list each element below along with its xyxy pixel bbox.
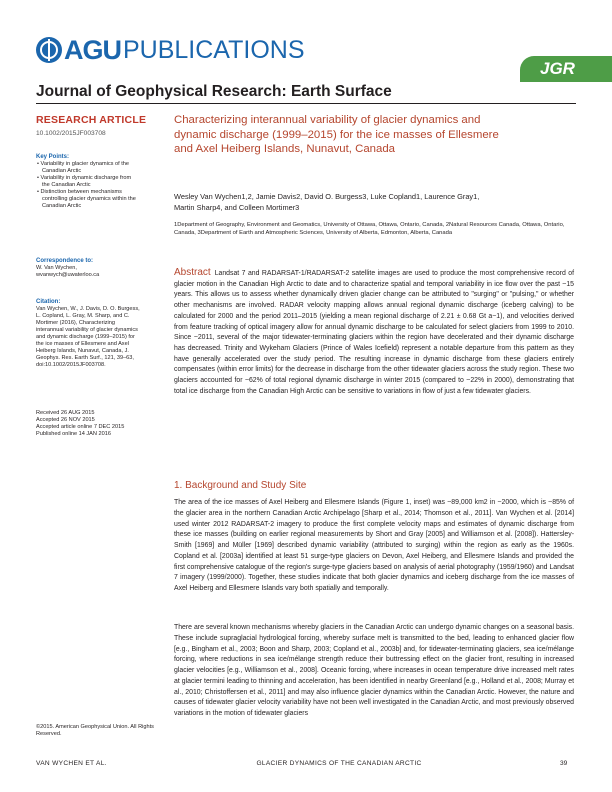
dates-block xyxy=(36,410,146,438)
section-heading: 1. Background and Study Site xyxy=(174,480,307,491)
correspondence-name: W. Van Wychen, xyxy=(36,265,77,271)
copyright: ©2015. American Geophysical Union. All Rights Reserved. xyxy=(36,724,154,737)
date-published: Published online 14 JAN 2016 xyxy=(36,431,111,437)
key-points-list xyxy=(36,161,136,210)
key-point: • Variability in dynamic discharge from the Canadian Arctic xyxy=(37,175,132,188)
doi: 10.1002/2015JF003708 xyxy=(36,130,106,137)
authors xyxy=(174,192,574,213)
header-divider xyxy=(36,103,576,104)
key-point: • Variability in glacier dynamics of the Canadian Arctic xyxy=(37,161,130,174)
correspondence-block xyxy=(36,258,136,279)
citation-text: Van Wychen, W., J. Davis, D. O. Burgess, L. Copland, L. Gray, M. Sharp, and C. Mortimer (2016), Characterizing interannual variability of glacier dynamics and dynamic discharge (1999–2015) for the ice masses of Ellesmere and Axel Heiberg Islands, Nunavut, Canada, J. Geophys. Res. Earth Surf., 121, 39–63, doi:10.1002/2015JF003708. xyxy=(36,306,140,368)
body-paragraph: There are several known mechanisms whereby glaciers in the Canadian Arctic can undergo dynamic changes on a seasonal basis. These include supraglacial hydrological forcing, whereby surface melt is transmitted to the bed, leading to enhanced glacier flow [e.g., Bingham et al., 2003; Boon and Sharp, 2003; Copland et al., 2003b] and, for tidewater-terminating glaciers, sea ice/mélange forcing, where reductions in sea ice/mélange strength reduce their buttressing effect on the glacier front, resulting in increased glacier velocities [e.g., Williamson et al., 2008]. Oceanic forcing, where increases in ocean temperature drive increased melt rates at glacier termini leading to thinning and acceleration, has been identified in nearby Greenland [e.g., Holland et al., 2008; Murray et al., 2010; Christoffersen et al., 2011] and may also influence glacier dynamics within the Canadian Arctic. However, the nature and causes of tidewater glacier velocity variability have not been well investigated in the Canadian Arctic, and most previously observed variations in the motion of tidewater glaciers xyxy=(174,624,574,717)
logo-agu-text: AGU xyxy=(64,34,121,65)
jgr-badge xyxy=(520,56,612,82)
jgr-badge-text: JGR xyxy=(540,59,575,78)
affiliations: 1Department of Geography, Environment and Geomatics, University of Ottawa, Ottawa, Ontario, Canada, 2Natural Resources Canada, Ottawa, Ontario, Canada, 3Department of Earth and Atmospheric Sciences, University of Alberta, Edmonton, Alberta, Canada xyxy=(174,222,565,236)
footer-authors: VAN WYCHEN ET AL. xyxy=(36,760,107,767)
abstract xyxy=(174,268,574,397)
key-point: • Distinction between mechanisms controlling glacier dynamics within the Canadian Arctic xyxy=(37,189,136,209)
abstract-label: Abstract xyxy=(174,267,211,278)
date-received: Received 26 AUG 2015 xyxy=(36,410,95,416)
abstract-text: Landsat 7 and RADARSAT-1/RADARSAT-2 satellite images are used to produce the most comprehensive record of glacier motion in the Canadian High Arctic to date and to characterize spatial and temporal variability in ice flow over the past ~15 years. This allows us to assess whether dynamically driven glacier change can be attributed to "surging" or "pulsing," or whether other mechanisms are involved. RADAR velocity mapping allows annual regional dynamic discharge (iceberg calving) to be calculated for 2000 and the period 2011–2015 (yielding a mean regional discharge of 2.21 ± 0.68 Gt a−1), and velocities derived from feature tracking of optical imagery allow for annual dynamic discharge to be calculated for select glaciers from 1999 to 2010. Since ~2011, several of the major tidewater-terminating glaciers within the region have decelerated and their dynamic discharge has decreased. Trinity and Wykeham Glaciers (Prince of Wales Icefield) represent a notable departure from this pattern as they have generally accelerated over the study period. The resulting increase in dynamic discharge from these glaciers entirely compensates (within error limits) for the decrease in discharge from the other tidewater glaciers across the study region. These two glaciers accounted for ~62% of total regional dynamic discharge in winter 2015 (compared to ~22% in 2000), demonstrating that total ice discharge from the Canadian High Arctic can be sensitive to variations in flow of just a few tidewater glaciers. xyxy=(174,270,574,395)
authors-line: Wesley Van Wychen1,2, Jamie Davis2, David O. Burgess3, Luke Copland1, Laurence Gray1, xyxy=(174,192,480,201)
correspondence-email[interactable]: wvanwych@uwaterloo.ca xyxy=(36,272,100,278)
citation-heading: Citation: xyxy=(36,299,61,305)
article-title: Characterizing interannual variability of glacier dynamics and dynamic discharge (1999–2015) for the ice masses of Ellesmere and Axel Heiberg Islands, Nunavut, Canada xyxy=(174,114,499,155)
date-online: Accepted article online 7 DEC 2015 xyxy=(36,424,125,430)
logo-publications-text: PUBLICATIONS xyxy=(123,35,305,64)
key-points-block xyxy=(36,154,136,210)
article-type: RESEARCH ARTICLE xyxy=(36,114,147,126)
page-number: 39 xyxy=(560,760,568,767)
journal-title: Journal of Geophysical Research: Earth Surface xyxy=(36,83,392,100)
key-points-heading: Key Points: xyxy=(36,154,70,160)
footer-running-title: GLACIER DYNAMICS OF THE CANADIAN ARCTIC xyxy=(256,760,422,767)
body-paragraph: The area of the ice masses of Axel Heiberg and Ellesmere Islands (Figure 1, inset) was ~89,000 km2 in ~2000, which is ~85% of the glacier area in the northern Canadian Arctic Archipelago [Sharp et al., 2014; Thomson et al., 2011]. Van Wychen et al. [2014] used winter 2012 RADARSAT-2 imagery to produce the first complete velocity maps and estimates of dynamic discharge from these ice masses (building on earlier regional measurements by Short and Gray [2005] and Williamson et al. [2008]). Hattersley-Smith [1969] and Müller [1969] described dynamic variability (attributed to surging) within the region as early as the 1960s. Copland et al. [2003a] identified at least 51 surge-type glaciers on Devon, Axel Heiberg, and Ellesmere Islands and provided the first comprehensive catalogue of the region's surge-type glaciers based on analysis of aerial photography (1959/1960) and Landsat 7 imagery (1999/2000). Together, these studies indicate that both glacier dynamics and iceberg discharge from the ice masses of Axel Heiberg and Ellesmere Islands vary both spatially and temporally. xyxy=(174,499,574,592)
agu-publications-logo xyxy=(36,36,305,64)
date-accepted: Accepted 26 NOV 2015 xyxy=(36,417,95,423)
correspondence-heading: Correspondence to: xyxy=(36,258,94,264)
citation-block xyxy=(36,299,140,369)
authors-line: Martin Sharp4, and Colleen Mortimer3 xyxy=(174,202,300,212)
agu-globe-icon xyxy=(36,37,62,63)
